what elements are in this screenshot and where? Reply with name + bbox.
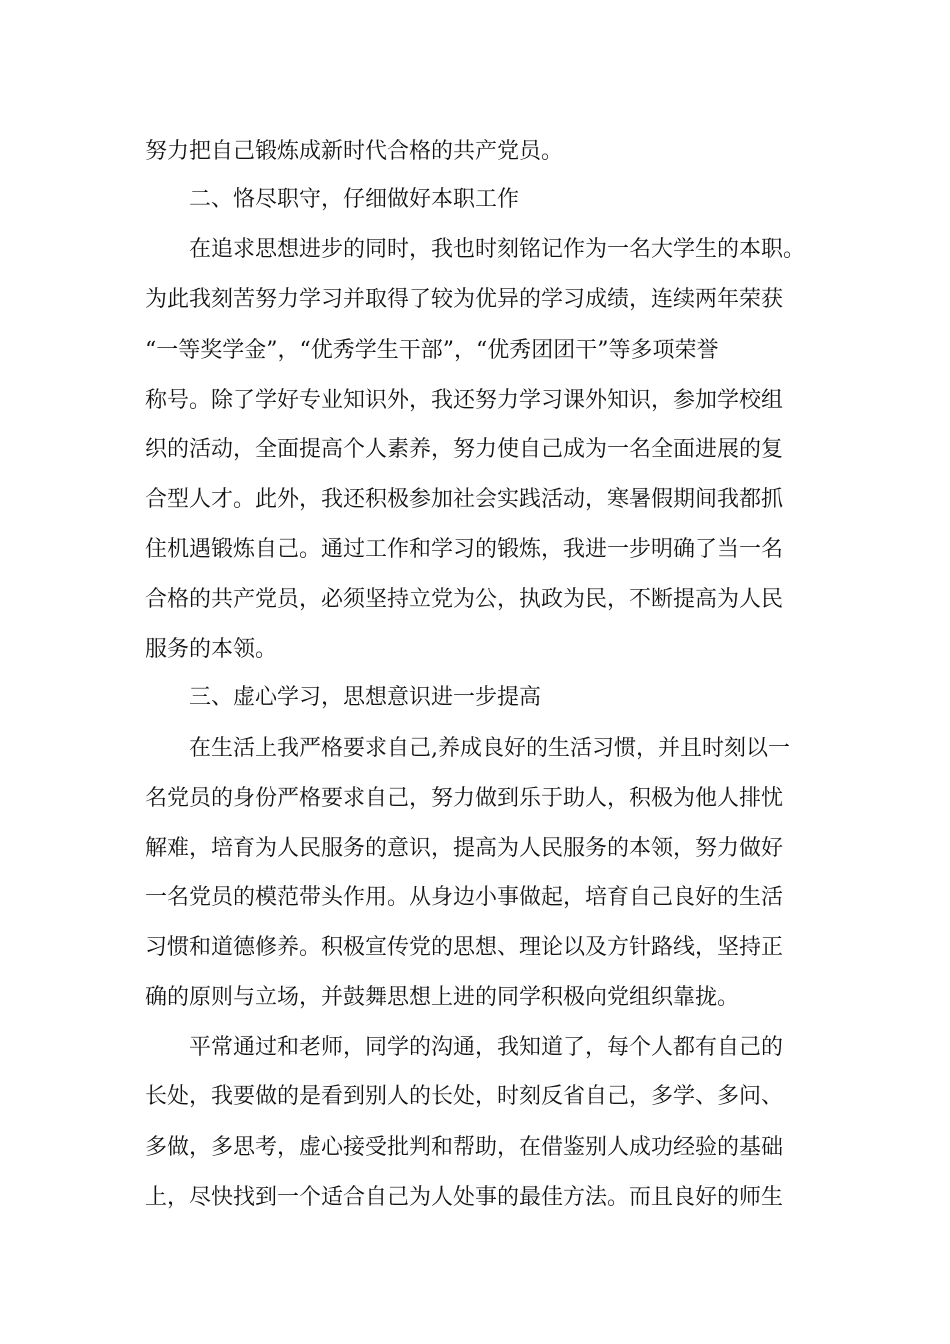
text-line: 住机遇锻炼自己。通过工作和学习的锻炼，我进一步明确了当一名	[145, 537, 784, 562]
text-line: 为此我刻苦努力学习并取得了较为优异的学习成绩，连续两年荣获	[145, 287, 784, 312]
text-line: 在追求思想进步的同时，我也时刻铭记作为一名大学生的本职。	[189, 237, 806, 262]
text-line: 努力把自己锻炼成新时代合格的共产党员。	[145, 139, 564, 164]
text-line: 上，尽快找到一个适合自己为人处事的最佳方法。而且良好的师生	[145, 1185, 784, 1210]
text-line: 多做，多思考，虚心接受批判和帮助，在借鉴别人成功经验的基础	[145, 1135, 784, 1160]
text-line: 解难，培育为人民服务的意识，提高为人民服务的本领，努力做好	[145, 836, 784, 861]
text-line: 在生活上我严格要求自己,养成良好的生活习惯，并且时刻以一	[189, 736, 790, 761]
text-line: 一名党员的模范带头作用。从身边小事做起，培育自己良好的生活	[145, 885, 784, 910]
text-line: “一等奖学金”，“优秀学生干部”，“优秀团团干”等多项荣誉	[145, 338, 719, 363]
text-line: 长处，我要做的是看到别人的长处，时刻反省自己，多学、多问、	[145, 1084, 784, 1109]
text-line: 确的原则与立场，并鼓舞思想上进的同学积极向党组织靠拢。	[145, 985, 740, 1010]
text-line: 合型人才。此外，我还积极参加社会实践活动，寒暑假期间我都抓	[145, 487, 784, 512]
section-heading: 三、虚心学习，思想意识进一步提高	[189, 685, 542, 710]
text-line: 服务的本领。	[145, 637, 278, 662]
text-line: 称号。除了学好专业知识外，我还努力学习课外知识，参加学校组	[145, 388, 784, 413]
text-line: 习惯和道德修养。积极宣传党的思想、理论以及方针路线，坚持正	[145, 935, 784, 960]
section-heading: 二、恪尽职守，仔细做好本职工作	[189, 187, 520, 212]
text-line: 织的活动，全面提高个人素养，努力使自己成为一名全面进展的复	[145, 437, 784, 462]
text-line: 平常通过和老师，同学的沟通，我知道了，每个人都有自己的	[189, 1035, 784, 1060]
text-line: 名党员的身份严格要求自己，努力做到乐于助人，积极为他人排忧	[145, 786, 784, 811]
text-line: 合格的共产党员，必须坚持立党为公，执政为民，不断提高为人民	[145, 587, 784, 612]
